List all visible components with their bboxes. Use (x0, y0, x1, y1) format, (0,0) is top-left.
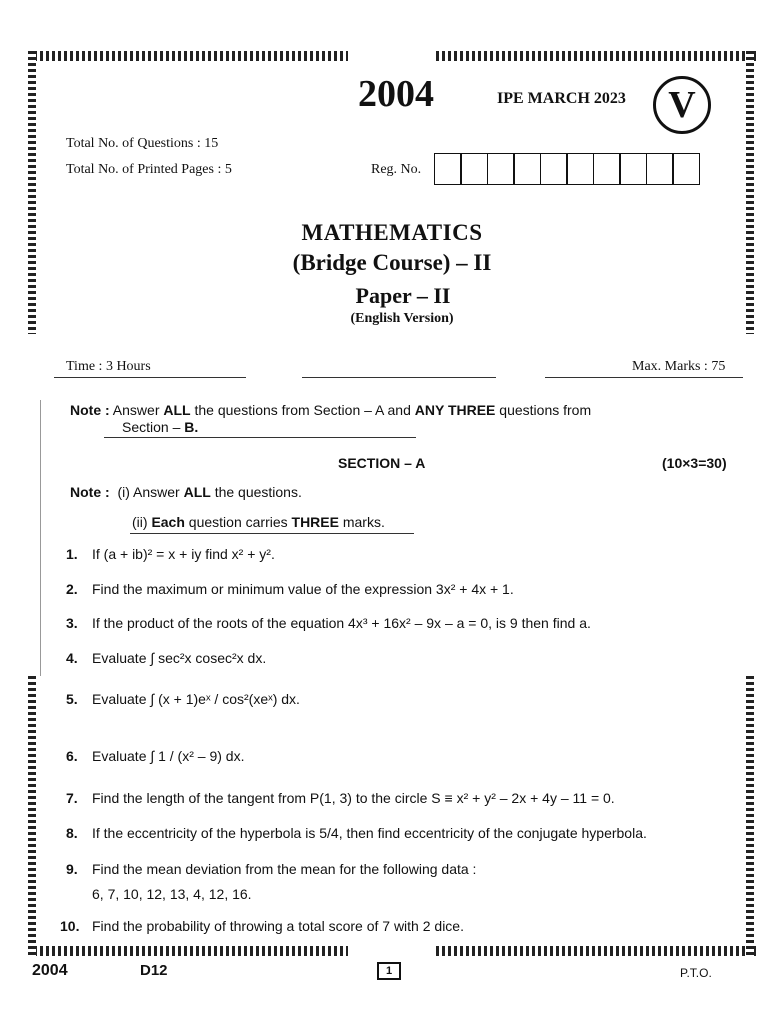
time-allowed: Time : 3 Hours (66, 359, 151, 374)
paper-code: 2004 (358, 73, 434, 115)
pto-label: P.T.O. (680, 966, 712, 980)
version-title: (English Version) (350, 311, 454, 326)
note-emphasis: B. (184, 419, 199, 435)
total-questions: Total No. of Questions : 15 (66, 136, 219, 151)
reg-no-boxes[interactable] (435, 153, 700, 185)
reg-no-box[interactable] (619, 153, 647, 185)
section-a-marks: (10×3=30) (662, 455, 727, 471)
reg-no-box[interactable] (593, 153, 621, 185)
question-text: Find the probability of throwing a total score of 7 with 2 dice. (92, 918, 464, 934)
section-note-text: the questions. (214, 484, 302, 500)
exam-name: IPE MARCH 2023 (497, 90, 626, 107)
note-text: Section – (122, 419, 181, 435)
section-note-text: question carries (188, 514, 288, 530)
version-badge (653, 76, 711, 134)
section-note-ii (132, 514, 385, 530)
section-note-emphasis: THREE (291, 514, 339, 530)
note-text: questions from (499, 402, 592, 418)
question-text: Evaluate ∫ 1 / (x² – 9) dx. (92, 748, 245, 764)
question-number: 8. (66, 825, 78, 841)
section-note (70, 484, 302, 500)
section-note-text: marks. (342, 514, 385, 530)
section-note-label: Note : (70, 484, 110, 500)
page-border-bottom (28, 946, 756, 956)
question-number: 5. (66, 691, 78, 707)
reg-no-box[interactable] (513, 153, 541, 185)
note-text: the questions from Section – A and (194, 402, 411, 418)
note-underline (104, 437, 416, 438)
section-note-emphasis: Each (151, 514, 185, 530)
footer-paper-code: 2004 (32, 962, 68, 979)
footer-series: D12 (140, 962, 168, 979)
version-letter: V (668, 84, 696, 126)
divider (545, 377, 743, 378)
question-text: If the product of the roots of the equation 4x³ + 16x² – 9x – a = 0, is 9 then find a. (92, 615, 591, 631)
reg-no-box[interactable] (487, 153, 515, 185)
question-number: 3. (66, 615, 78, 631)
question-number: 1. (66, 546, 78, 562)
question-number: 2. (66, 581, 78, 597)
subject-title: MATHEMATICS (301, 220, 483, 245)
question-number: 4. (66, 650, 78, 666)
section-note-text: (i) Answer (117, 484, 180, 500)
question-number: 6. (66, 748, 78, 764)
reg-no-box[interactable] (646, 153, 674, 185)
paper-title: Paper – II (355, 283, 451, 308)
page-border-top (28, 51, 756, 61)
note-emphasis: ALL (163, 402, 191, 418)
question-number: 9. (66, 861, 78, 877)
question-9-data: 6, 7, 10, 12, 13, 4, 12, 16. (92, 886, 252, 902)
reg-no-label: Reg. No. (371, 162, 422, 177)
reg-no-box[interactable] (540, 153, 568, 185)
general-note (70, 402, 591, 418)
divider (302, 377, 496, 378)
note-emphasis: ANY THREE (414, 402, 496, 418)
reg-no-box[interactable] (434, 153, 462, 185)
course-title: (Bridge Course) – II (292, 250, 492, 275)
page-border-right-lower (746, 676, 754, 956)
divider (54, 377, 246, 378)
section-note-text: (ii) (132, 514, 148, 530)
question-text: Evaluate ∫ sec²x cosec²x dx. (92, 650, 267, 666)
note-text: Answer (112, 402, 160, 418)
question-text: Find the maximum or minimum value of the expression 3x² + 4x + 1. (92, 581, 514, 597)
section-note-underline (130, 533, 414, 534)
total-pages: Total No. of Printed Pages : 5 (66, 162, 232, 177)
note-label: Note : (70, 402, 110, 418)
reg-no-box[interactable] (460, 153, 488, 185)
margin-line (40, 400, 41, 676)
question-number: 7. (66, 790, 78, 806)
question-text: If the eccentricity of the hyperbola is 5/4, then find eccentricity of the conjugate hyperbola. (92, 825, 647, 841)
question-text: Find the mean deviation from the mean for the following data : (92, 861, 477, 877)
section-note-emphasis: ALL (183, 484, 211, 500)
section-a-heading: SECTION – A (338, 455, 426, 471)
question-text: If (a + ib)² = x + iy find x² + y². (92, 546, 275, 562)
question-number: 10. (60, 918, 80, 934)
max-marks: Max. Marks : 75 (632, 359, 726, 374)
reg-no-box[interactable] (566, 153, 594, 185)
question-text: Find the length of the tangent from P(1, 3) to the circle S ≡ x² + y² – 2x + 4y – 11 = 0. (92, 790, 615, 806)
general-note-line2 (122, 419, 198, 435)
question-text: Evaluate ∫ (x + 1)eˣ / cos²(xeˣ) dx. (92, 691, 300, 707)
page-number: 1 (377, 962, 401, 980)
page-border-left-lower (28, 676, 36, 956)
reg-no-box[interactable] (672, 153, 700, 185)
